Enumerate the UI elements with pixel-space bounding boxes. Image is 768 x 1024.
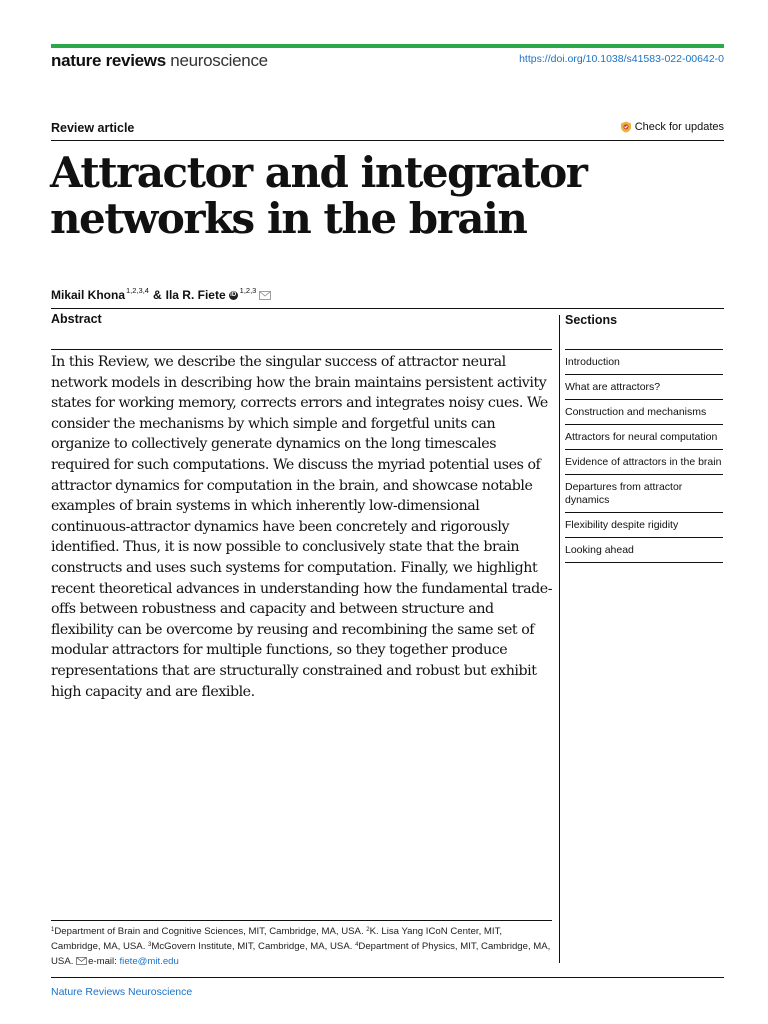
sections-heading: Sections [565, 313, 618, 327]
authors-rule [51, 308, 724, 309]
email-icon[interactable] [259, 291, 271, 300]
author-1-affiliations: 1,2,3,4 [126, 286, 149, 295]
author-2[interactable]: Ila R. Fiete [165, 288, 226, 302]
journal-name [51, 51, 268, 71]
abstract-text: In this Review, we describe the singular success of attractor neural network models in describing how the brain maintains persistent activity states for working memory, corrects errors and integrates noisy cues. We consider the mechanisms by which simple and forgetful units can organize to collectively generate dynamics on the long timescales required for such computations. We discuss the myriad potential uses of attractor dynamics for computation in the brain, and showcase notable examples of brain systems in which inherently low-dimensional continuous-attractor dynamics have been concretely and rigorously identified. Thus, it is now possible to conclusively state that the brain constructs and uses such systems for computation. Finally, we highlight recent theoretical advances in understanding how the fundamental trade-offs between robustness and capacity and between structure and flexibility can be overcome by reusing and recombining the same set of modular attractors for multiple functions, so they together produce representations that are structurally constrained and robust but exhibit high capacity and are flexible. [51, 354, 553, 700]
affiliation-3: McGovern Institute, MIT, Cambridge, MA, USA. [151, 941, 356, 952]
article-title [50, 150, 650, 242]
section-link-looking-ahead[interactable]: Looking ahead [565, 537, 723, 563]
journal-accent-bar [51, 44, 724, 48]
journal-name-light: neuroscience [170, 51, 268, 70]
footnote-mark-2: 2 [366, 927, 370, 933]
doi-link[interactable]: https://doi.org/10.1038/s41583-022-00642-0 [519, 53, 724, 65]
section-link-evidence[interactable]: Evidence of attractors in the brain [565, 449, 723, 474]
title-line-1: Attractor and integrator [50, 148, 587, 197]
article-type: Review article [51, 121, 135, 135]
abstract-heading: Abstract [51, 312, 102, 326]
section-link-construction[interactable]: Construction and mechanisms [565, 399, 723, 424]
footnote-mark-4: 4 [355, 942, 359, 948]
column-divider [559, 315, 560, 963]
email-icon [76, 957, 87, 965]
affiliations-footnote [51, 924, 551, 969]
section-link-introduction[interactable]: Introduction [565, 349, 723, 374]
section-link-flexibility[interactable]: Flexibility despite rigidity [565, 512, 723, 537]
footer-journal-name[interactable]: Nature Reviews Neuroscience [51, 986, 193, 998]
section-link-what-are-attractors[interactable]: What are attractors? [565, 374, 723, 399]
email-link[interactable]: fiete@mit.edu [119, 956, 179, 967]
footnote-mark-1: 1 [51, 927, 55, 933]
check-for-updates-button[interactable] [620, 121, 724, 133]
footnote-rule [51, 920, 552, 921]
affiliation-1: Department of Brain and Cognitive Sciences, MIT, Cambridge, MA, USA. [54, 926, 367, 937]
affiliation-4: Department of Physics, MIT, Cambridge, MA, USA. [51, 941, 551, 967]
email-label: e-mail: [88, 956, 120, 967]
header-rule [51, 140, 724, 141]
section-link-neural-computation[interactable]: Attractors for neural computation [565, 424, 723, 449]
footer-rule [51, 977, 724, 978]
sections-nav [565, 349, 723, 563]
abstract-rule [51, 349, 552, 350]
check-updates-label: Check for updates [634, 121, 724, 133]
author-1[interactable]: Mikail Khona [51, 288, 126, 302]
orcid-icon[interactable]: iD [230, 292, 237, 298]
title-line-2: networks in the brain [50, 194, 527, 243]
footnote-mark-3: 3 [148, 942, 152, 948]
author-separator: & [152, 288, 162, 302]
affiliation-2: K. Lisa Yang ICoN Center, MIT, Cambridge, MA, USA. [51, 926, 503, 952]
section-link-departures[interactable]: Departures from attractor dynamics [565, 474, 723, 512]
author-list [51, 288, 271, 302]
journal-name-bold: nature reviews [51, 51, 166, 70]
check-updates-icon [620, 121, 632, 133]
author-2-affiliations: 1,2,3 [239, 286, 257, 295]
